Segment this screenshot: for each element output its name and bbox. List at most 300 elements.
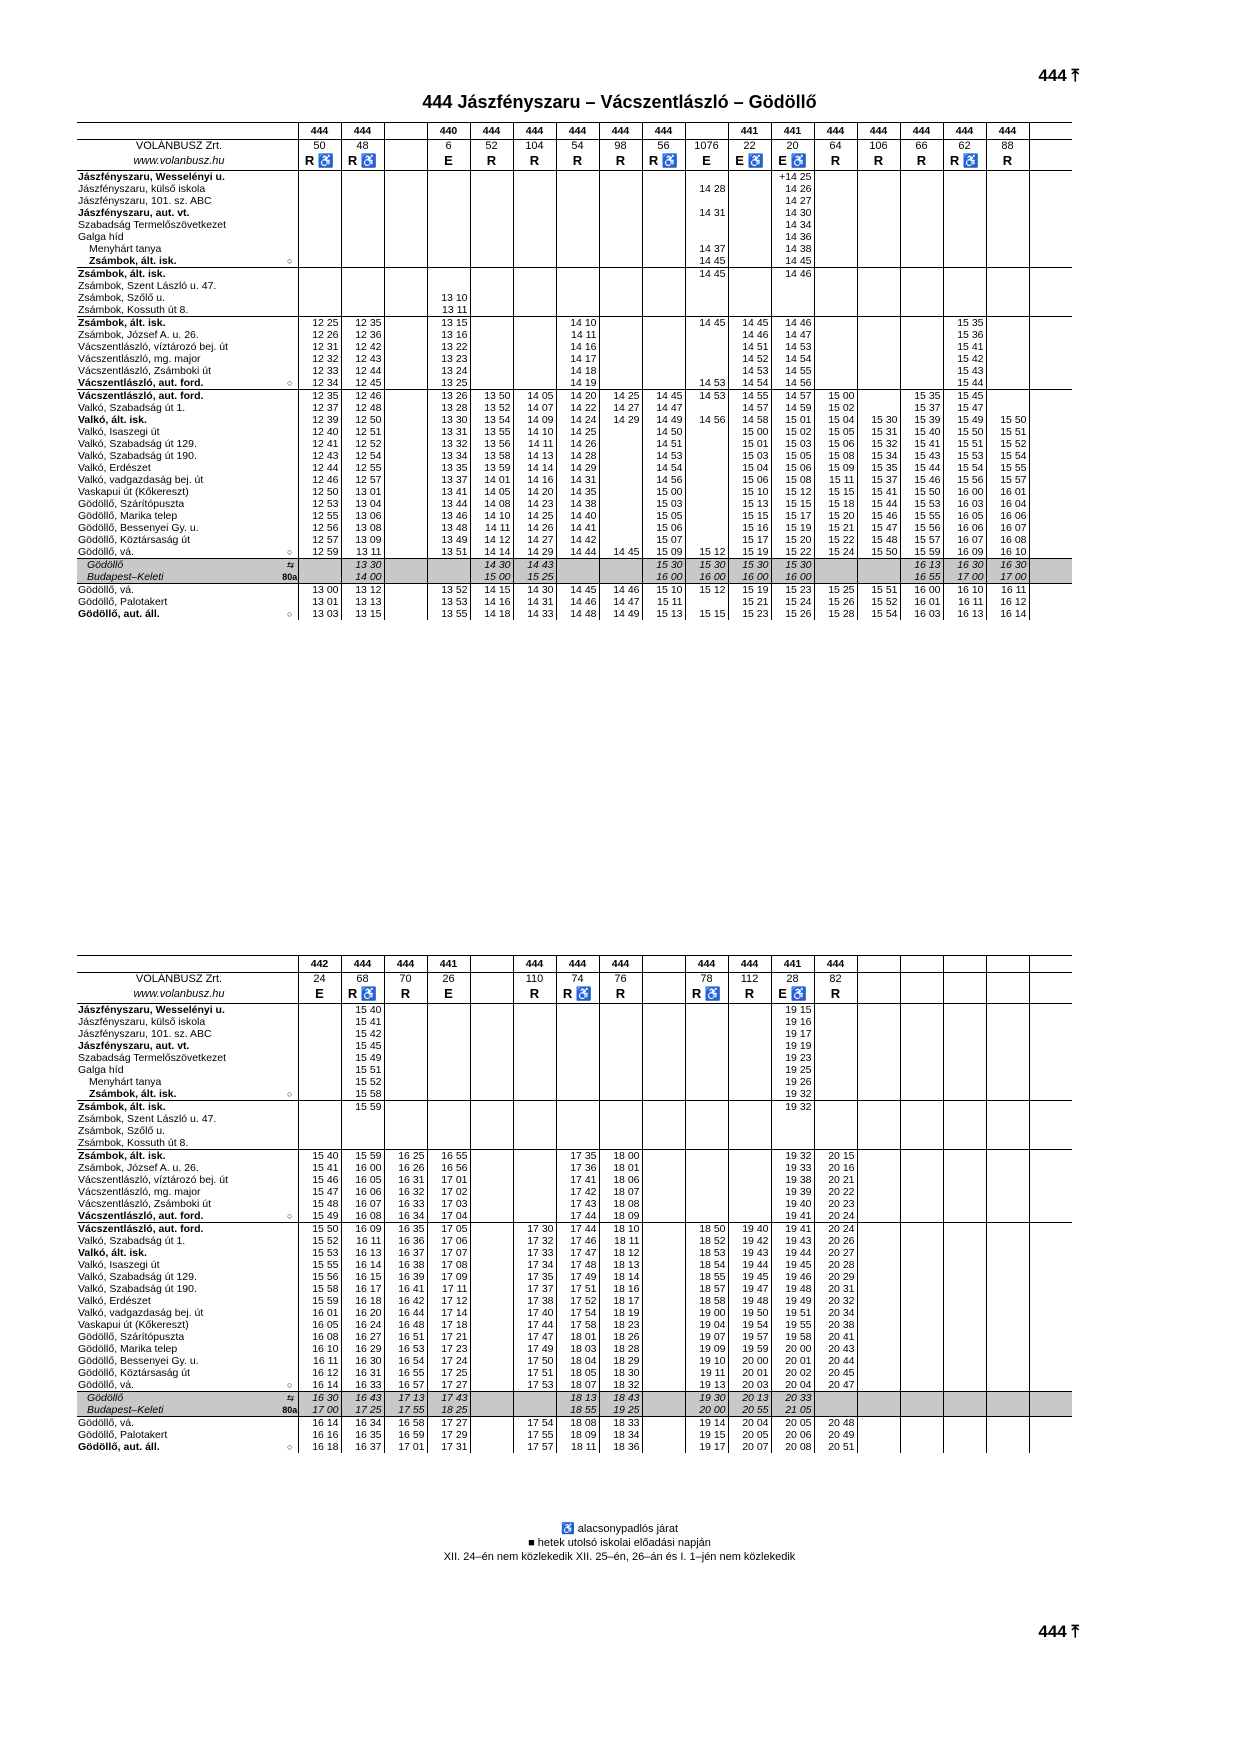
time-cell — [513, 1150, 556, 1163]
time-cell: 12 59 — [298, 546, 341, 559]
time-cell — [384, 1064, 427, 1076]
time-cell: 16 07 — [341, 1198, 384, 1210]
time-cell: 17 58 — [556, 1319, 599, 1331]
time-cell — [943, 1186, 986, 1198]
time-cell — [814, 1137, 857, 1150]
stop-marker — [282, 1162, 298, 1174]
time-cell — [599, 1101, 642, 1114]
time-cell — [943, 292, 986, 304]
time-cell: 17 30 — [513, 1223, 556, 1236]
time-cell — [513, 1137, 556, 1150]
time-cell — [857, 1101, 900, 1114]
route-number-top: 444 ⤒ — [1038, 66, 1079, 85]
header-cell — [685, 123, 728, 140]
time-cell: 16 30 — [341, 1355, 384, 1367]
stop-marker — [282, 474, 298, 486]
time-cell — [642, 1028, 685, 1040]
time-cell: 18 07 — [556, 1379, 599, 1392]
time-cell — [943, 1150, 986, 1163]
stop-marker — [282, 1064, 298, 1076]
time-cell — [513, 195, 556, 207]
stop-name: Gödöllő, Szárítópuszta — [78, 1331, 185, 1343]
time-cell — [771, 292, 814, 304]
header-cell — [470, 985, 513, 1004]
time-cell: 16 36 — [384, 1235, 427, 1247]
time-cell: 12 44 — [341, 365, 384, 377]
time-cell: 14 16 — [556, 341, 599, 353]
time-cell: 18 36 — [599, 1441, 642, 1453]
stop-marker — [282, 292, 298, 304]
time-cell — [384, 402, 427, 414]
time-cell — [427, 243, 470, 255]
time-cell: 17 52 — [556, 1295, 599, 1307]
time-cell — [728, 304, 771, 317]
time-cell: 19 51 — [771, 1307, 814, 1319]
time-cell — [384, 317, 427, 330]
time-cell — [728, 219, 771, 231]
time-cell: 17 11 — [427, 1283, 470, 1295]
stop-name: Zsámbok, Szőlő u. — [78, 1125, 165, 1137]
time-cell — [728, 1088, 771, 1101]
time-cell — [943, 1367, 986, 1379]
time-cell: 17 43 — [427, 1392, 470, 1405]
time-cell: 15 49 — [298, 1210, 341, 1223]
time-cell — [642, 304, 685, 317]
time-cell — [685, 1150, 728, 1163]
time-cell: 17 25 — [427, 1367, 470, 1379]
header-cell: 444 — [599, 956, 642, 973]
time-cell — [556, 292, 599, 304]
time-cell — [1029, 559, 1072, 572]
stop-marker: ○ — [287, 378, 293, 388]
time-cell — [986, 1210, 1029, 1223]
time-cell — [857, 1076, 900, 1088]
time-cell: 15 51 — [986, 426, 1029, 438]
time-cell — [1029, 1028, 1072, 1040]
header-cell: 444 — [642, 123, 685, 140]
time-cell — [599, 426, 642, 438]
time-cell — [857, 353, 900, 365]
time-cell — [384, 207, 427, 219]
time-cell — [900, 1429, 943, 1441]
time-cell: 16 57 — [384, 1379, 427, 1392]
time-cell: 15 51 — [943, 438, 986, 450]
time-cell — [814, 1004, 857, 1017]
time-cell — [857, 341, 900, 353]
time-cell — [986, 402, 1029, 414]
time-cell — [685, 1162, 728, 1174]
time-cell — [1029, 1040, 1072, 1052]
time-cell — [298, 1113, 341, 1125]
header-label: www.volanbusz.hu — [77, 985, 282, 1004]
stop-marker — [282, 1259, 298, 1271]
time-cell: 13 15 — [341, 608, 384, 620]
time-cell — [943, 1271, 986, 1283]
time-cell: 18 00 — [599, 1150, 642, 1163]
time-cell — [986, 353, 1029, 365]
time-cell — [986, 219, 1029, 231]
time-cell: 18 08 — [556, 1417, 599, 1430]
time-cell — [728, 171, 771, 184]
time-cell — [556, 304, 599, 317]
stop-name: Menyhárt tanya — [89, 243, 162, 255]
time-cell — [943, 1259, 986, 1271]
stop-name: Jászfényszaru, 101. sz. ABC — [78, 1028, 212, 1040]
time-cell: 13 04 — [341, 498, 384, 510]
time-cell: 16 01 — [298, 1307, 341, 1319]
time-cell — [470, 292, 513, 304]
time-cell: 15 32 — [857, 438, 900, 450]
time-cell — [642, 377, 685, 390]
time-cell — [470, 1174, 513, 1186]
time-cell — [728, 268, 771, 281]
time-cell: 14 35 — [556, 486, 599, 498]
time-cell: 15 30 — [857, 414, 900, 426]
time-cell: 15 58 — [298, 1283, 341, 1295]
header-cell: E — [685, 152, 728, 171]
time-cell: 13 30 — [341, 559, 384, 572]
time-cell: 14 14 — [513, 462, 556, 474]
time-cell: 15 04 — [728, 462, 771, 474]
time-cell: 18 09 — [556, 1429, 599, 1441]
time-cell — [427, 1004, 470, 1017]
time-cell: 17 00 — [986, 571, 1029, 584]
time-cell — [470, 1392, 513, 1405]
time-cell: 12 54 — [341, 450, 384, 462]
time-cell: 15 44 — [857, 498, 900, 510]
time-cell — [599, 341, 642, 353]
time-cell — [384, 292, 427, 304]
stop-marker: ○ — [287, 1380, 293, 1390]
header-cell: 444 — [728, 956, 771, 973]
time-cell — [986, 1343, 1029, 1355]
time-cell: 12 39 — [298, 414, 341, 426]
time-cell: 16 00 — [728, 571, 771, 584]
time-cell — [943, 1283, 986, 1295]
time-cell — [642, 1235, 685, 1247]
time-cell — [685, 462, 728, 474]
header-cell: 442 — [298, 956, 341, 973]
time-cell — [986, 1040, 1029, 1052]
time-cell: 14 11 — [513, 438, 556, 450]
time-cell — [771, 1113, 814, 1125]
time-cell: 20 04 — [771, 1379, 814, 1392]
time-cell — [384, 1137, 427, 1150]
time-cell: 15 59 — [341, 1101, 384, 1114]
stop-name: Valkó, Szabadság út 1. — [78, 1235, 186, 1247]
time-cell — [685, 438, 728, 450]
stop-marker — [282, 1319, 298, 1331]
header-cell: 106 — [857, 140, 900, 153]
time-cell — [986, 280, 1029, 292]
time-cell: 14 45 — [599, 546, 642, 559]
time-cell — [642, 1404, 685, 1417]
header-cell — [1029, 140, 1072, 153]
stop-name: Galga híd — [78, 1064, 124, 1076]
stop-marker — [282, 462, 298, 474]
time-cell: 16 48 — [384, 1319, 427, 1331]
time-cell: 14 18 — [470, 608, 513, 620]
time-cell — [599, 1028, 642, 1040]
time-cell — [556, 1125, 599, 1137]
time-cell: 13 10 — [427, 292, 470, 304]
time-cell: 20 00 — [771, 1343, 814, 1355]
header-cell — [857, 973, 900, 986]
stop-name: Gödöllő, vá. — [77, 584, 282, 597]
time-cell — [384, 534, 427, 546]
time-cell — [814, 231, 857, 243]
time-cell: 16 03 — [900, 608, 943, 620]
time-cell — [556, 268, 599, 281]
stop-name: Jászfényszaru, aut. vt. — [78, 1040, 190, 1052]
time-cell: 13 08 — [341, 522, 384, 534]
time-cell — [427, 268, 470, 281]
time-cell: 16 11 — [986, 584, 1029, 597]
time-cell — [1029, 329, 1072, 341]
time-cell — [599, 474, 642, 486]
time-cell — [513, 329, 556, 341]
time-cell — [1029, 1417, 1072, 1430]
time-cell: 20 06 — [771, 1429, 814, 1441]
stop-marker: ○ — [287, 1211, 293, 1221]
time-cell: 13 55 — [470, 426, 513, 438]
stop-marker — [282, 1040, 298, 1052]
time-cell — [599, 571, 642, 584]
header-cell: 54 — [556, 140, 599, 153]
time-cell: 16 42 — [384, 1295, 427, 1307]
time-cell — [599, 171, 642, 184]
time-cell — [298, 559, 341, 572]
time-cell — [685, 171, 728, 184]
time-cell — [470, 183, 513, 195]
time-cell — [986, 1259, 1029, 1271]
time-cell: 16 10 — [298, 1343, 341, 1355]
time-cell — [900, 329, 943, 341]
header-cell: 70 — [384, 973, 427, 986]
time-cell — [814, 183, 857, 195]
time-cell: 15 02 — [771, 426, 814, 438]
time-cell: 15 02 — [814, 402, 857, 414]
time-cell: 14 10 — [556, 317, 599, 330]
time-cell: 20 23 — [814, 1198, 857, 1210]
header-cell: E — [427, 152, 470, 171]
time-cell — [857, 1088, 900, 1101]
stop-name: Valkó, Szabadság út 190. — [78, 1283, 197, 1295]
time-cell: 15 01 — [771, 414, 814, 426]
time-cell — [513, 1052, 556, 1064]
header-cell: 444 — [685, 956, 728, 973]
time-cell — [470, 1331, 513, 1343]
header-cell: R — [857, 152, 900, 171]
time-cell — [685, 1125, 728, 1137]
time-cell — [384, 255, 427, 268]
header-cell: 441 — [728, 123, 771, 140]
time-cell — [384, 341, 427, 353]
time-cell: 18 33 — [599, 1417, 642, 1430]
time-cell: 15 35 — [857, 462, 900, 474]
time-cell — [642, 1137, 685, 1150]
time-cell: 19 39 — [771, 1186, 814, 1198]
stop-marker — [282, 522, 298, 534]
header-cell — [642, 973, 685, 986]
time-cell — [384, 1040, 427, 1052]
time-cell — [900, 1210, 943, 1223]
time-cell — [685, 1076, 728, 1088]
stop-name: Vácszentlászló, aut. ford. — [78, 377, 204, 389]
time-cell — [685, 1210, 728, 1223]
time-cell — [384, 1125, 427, 1137]
time-cell: 16 06 — [341, 1186, 384, 1198]
time-cell — [642, 1064, 685, 1076]
time-cell: 13 37 — [427, 474, 470, 486]
time-cell: 17 13 — [384, 1392, 427, 1405]
time-cell — [1029, 486, 1072, 498]
time-cell — [857, 377, 900, 390]
time-cell: 16 05 — [298, 1319, 341, 1331]
time-cell: 14 26 — [556, 438, 599, 450]
time-cell: 13 11 — [341, 546, 384, 559]
stop-name: Vácszentlászló, aut. ford. — [77, 390, 282, 403]
time-cell: 16 44 — [384, 1307, 427, 1319]
time-cell: 14 05 — [470, 486, 513, 498]
time-cell: 15 24 — [771, 596, 814, 608]
time-cell — [943, 1210, 986, 1223]
header-cell: R ♿ — [685, 985, 728, 1004]
time-cell: 17 14 — [427, 1307, 470, 1319]
stop-name: Zsámbok, ált. isk. — [77, 268, 282, 281]
time-cell — [599, 559, 642, 572]
time-cell — [470, 341, 513, 353]
header-cell: 64 — [814, 140, 857, 153]
time-cell — [857, 1367, 900, 1379]
time-cell: 15 41 — [341, 1016, 384, 1028]
time-cell — [599, 1125, 642, 1137]
time-cell — [642, 1247, 685, 1259]
header-cell: R — [599, 152, 642, 171]
stop-name: Gödöllő, Szárítópuszta — [78, 498, 185, 510]
time-cell — [900, 255, 943, 268]
time-cell — [814, 1125, 857, 1137]
time-cell — [1029, 365, 1072, 377]
time-cell: 17 47 — [513, 1331, 556, 1343]
time-cell: 15 55 — [986, 462, 1029, 474]
time-cell — [1029, 1113, 1072, 1125]
time-cell — [341, 171, 384, 184]
stop-marker — [282, 1125, 298, 1137]
time-cell — [943, 219, 986, 231]
time-cell: 19 48 — [728, 1295, 771, 1307]
stop-name: Zsámbok, Szent László u. 47. — [78, 280, 217, 292]
time-cell — [857, 1028, 900, 1040]
stop-marker: ○ — [287, 1442, 293, 1452]
time-cell — [728, 183, 771, 195]
time-cell: 13 26 — [427, 390, 470, 403]
time-cell: 14 45 — [642, 390, 685, 403]
stop-name: Jászfényszaru, Wesselényi u. — [77, 171, 282, 184]
time-cell: 15 41 — [943, 341, 986, 353]
time-cell — [341, 1137, 384, 1150]
time-cell — [341, 255, 384, 268]
time-cell: 15 08 — [771, 474, 814, 486]
time-cell — [1029, 280, 1072, 292]
time-cell — [298, 304, 341, 317]
time-cell — [470, 1379, 513, 1392]
time-cell — [384, 584, 427, 597]
time-cell — [771, 1137, 814, 1150]
time-cell: 15 54 — [857, 608, 900, 620]
time-cell: 12 45 — [341, 377, 384, 390]
time-cell — [814, 1040, 857, 1052]
header-cell: 88 — [986, 140, 1029, 153]
time-cell: 15 39 — [900, 414, 943, 426]
header-label — [77, 956, 282, 973]
time-cell: 17 38 — [513, 1295, 556, 1307]
header-cell: 441 — [771, 123, 814, 140]
time-cell — [642, 1319, 685, 1331]
time-cell: 14 33 — [513, 608, 556, 620]
time-cell: 19 19 — [771, 1040, 814, 1052]
time-cell: 20 15 — [814, 1150, 857, 1163]
header-cell: R — [900, 152, 943, 171]
stop-name: Valkó, Szabadság út 129. — [78, 438, 197, 450]
time-cell — [943, 1113, 986, 1125]
time-cell: 20 47 — [814, 1379, 857, 1392]
time-cell: 15 30 — [642, 559, 685, 572]
time-cell — [943, 243, 986, 255]
time-cell: 16 59 — [384, 1429, 427, 1441]
time-cell — [642, 255, 685, 268]
header-cell — [642, 956, 685, 973]
time-cell — [642, 1150, 685, 1163]
time-cell: 20 27 — [814, 1247, 857, 1259]
time-cell: 16 33 — [384, 1198, 427, 1210]
time-cell: 16 08 — [298, 1331, 341, 1343]
time-cell: 19 41 — [771, 1223, 814, 1236]
time-cell — [1029, 390, 1072, 403]
time-cell — [384, 1088, 427, 1101]
time-cell: 18 55 — [556, 1404, 599, 1417]
timetable-1 — [77, 122, 1072, 620]
time-cell: 13 48 — [427, 522, 470, 534]
time-cell — [857, 280, 900, 292]
time-cell: 18 14 — [599, 1271, 642, 1283]
time-cell: 14 55 — [728, 390, 771, 403]
time-cell: 15 46 — [298, 1174, 341, 1186]
time-cell: 14 25 — [599, 390, 642, 403]
time-cell — [642, 1040, 685, 1052]
time-cell — [728, 1137, 771, 1150]
time-cell — [470, 1283, 513, 1295]
time-cell: 14 46 — [771, 268, 814, 281]
stop-marker — [282, 1429, 298, 1441]
stop-marker — [282, 195, 298, 207]
time-cell — [298, 571, 341, 584]
time-cell — [1029, 571, 1072, 584]
header-cell: 444 — [341, 956, 384, 973]
time-cell: 16 35 — [384, 1223, 427, 1236]
time-cell: 15 40 — [900, 426, 943, 438]
time-cell — [685, 219, 728, 231]
time-cell: 16 00 — [341, 1162, 384, 1174]
time-cell — [685, 1016, 728, 1028]
time-cell — [599, 522, 642, 534]
time-cell: 14 38 — [556, 498, 599, 510]
header-cell: R — [986, 152, 1029, 171]
time-cell: 15 52 — [857, 596, 900, 608]
time-cell: 17 37 — [513, 1283, 556, 1295]
time-cell — [814, 365, 857, 377]
time-cell: 15 31 — [857, 426, 900, 438]
